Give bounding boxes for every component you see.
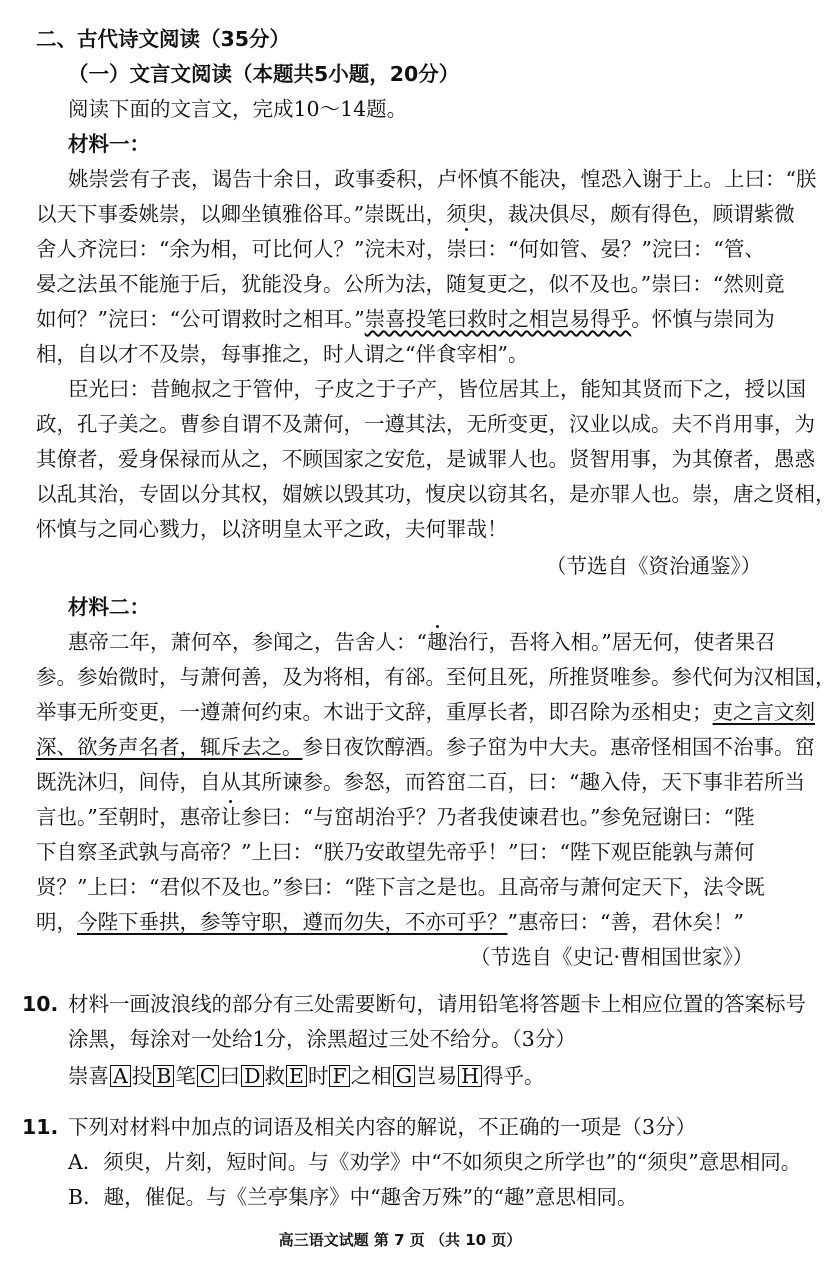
- option-text: 岂易: [416, 1064, 458, 1088]
- m1-line: 舍人齐浣曰：“余为相，可比何人？”浣未对，崇曰：“何如管、晏？”浣曰：“管、: [36, 237, 765, 261]
- text-run: 明，: [36, 910, 77, 934]
- m2-line: 下自察圣武孰与高帝？”上曰：“朕乃安敢望先帝乎！”曰：“陛下观臣能孰与萧何: [36, 840, 755, 864]
- material1-source: （节选自《资治通鉴》）: [546, 554, 762, 578]
- answer-box-c[interactable]: C: [197, 1065, 219, 1087]
- answer-box-e[interactable]: E: [286, 1065, 307, 1087]
- m1-line: 相，自以才不及崇，每事推之，时人谓之“伴食宰相”。: [36, 342, 529, 366]
- dotted-word-rang: 让: [220, 805, 242, 829]
- q11-number: 11.: [22, 1115, 59, 1139]
- text-run: 参日夜饮醇酒。参子窋为中大夫。惠帝怪相国不治事。窋: [302, 735, 815, 759]
- text-run: 参曰：“与窋胡治乎？乃者我使谏君也。”参免冠谢曰：“陛: [241, 805, 755, 829]
- option-text: 之相: [350, 1064, 392, 1088]
- text-run: ，裁决俱尽，颇有得色，顾谓紫微: [487, 202, 795, 226]
- m2-line: [36, 804, 754, 830]
- page-footer: 高三语文试题 第 7 页 （共 10 页）: [278, 1231, 522, 1249]
- text-run: ”惠帝曰：“善，君休矣！”: [507, 910, 744, 934]
- option-text: 投: [131, 1064, 153, 1088]
- material1-heading: 材料一：: [68, 132, 150, 156]
- option-text: 救: [264, 1064, 286, 1088]
- q11-stem: 下列对材料中加点的词语及相关内容的解说，不正确的一项是（3分）: [68, 1115, 697, 1139]
- m2-line: [36, 734, 815, 760]
- subsection-title: （一）文言文阅读（本题共5小题，20分）: [68, 62, 460, 86]
- text-run: 言也。”至朝时，惠帝: [36, 805, 221, 829]
- m1-line: 晏之法虽不能施于后，犹能没身。公所为法，随复更之，似不及也。”崇曰：“然则竟: [36, 272, 785, 296]
- option-text: 得乎。: [483, 1064, 545, 1088]
- text-run: 举事无所变更，一遵萧何约束。木诎于文辞，重厚长者，即召除为丞相史；: [36, 700, 713, 724]
- wavy-underlined-sentence: 崇喜投笔曰救时之相岂易得乎: [364, 307, 632, 331]
- text-run: 治行，吾将入相。”居无何，使者果召: [447, 630, 776, 654]
- m1-line: 政，孔子美之。曹参自谓不及萧何，一遵其法，无所变更，汉业以成。夫不肖用事，为: [36, 412, 815, 436]
- q10-options: [68, 1063, 545, 1089]
- material2-source: （节选自《史记·曹相国世家》）: [470, 945, 754, 969]
- answer-box-d[interactable]: D: [241, 1065, 263, 1087]
- answer-box-b[interactable]: B: [153, 1065, 174, 1087]
- answer-box-a[interactable]: A: [110, 1065, 131, 1087]
- m2-line: [68, 629, 776, 655]
- m2-line: 既洗沐归，间侍，自从其所谏参。参怒，而笞窋二百，曰：“趣入侍，天下事非若所当: [36, 770, 805, 794]
- option-text: 笔: [175, 1064, 196, 1088]
- text-run: 以天下事委姚崇，以卿坐镇雅俗耳。”崇既出，: [36, 202, 447, 226]
- underlined-sentence: 今陛下垂拱，参等守职，遵而勿失，不亦可乎？: [77, 910, 508, 934]
- m1-line: 怀慎与之同心戮力，以济明皇太平之政，夫何罪哉！: [36, 517, 508, 541]
- option-text: 曰: [219, 1064, 241, 1088]
- instruction: 阅读下面的文言文，完成10～14题。: [68, 97, 408, 121]
- underlined-sentence: 吏之言文刻: [712, 700, 815, 724]
- text-run: 。怀慎与崇同为: [631, 307, 775, 331]
- q10-stem: 材料一画波浪线的部分有三处需要断句，请用铅笔将答题卡上相应位置的答案标号: [68, 992, 806, 1016]
- m1-line: 以乱其治，专固以分其权，媢嫉以毁其功，愎戾以窃其名，是亦罪人也。崇，唐之贤相，: [36, 482, 836, 506]
- q10-stem: 涂黑，每涂对一处给1分，涂黑超过三处不给分。（3分）: [68, 1027, 576, 1051]
- answer-box-g[interactable]: G: [393, 1065, 415, 1087]
- q11-option-b: B．趣，催促。与《兰亭集序》中“趣舍万殊”的“趣”意思相同。: [68, 1185, 638, 1209]
- m1-line: [36, 201, 795, 227]
- material2-heading: 材料二：: [68, 595, 150, 619]
- m2-line: 参。参始微时，与萧何善，及为将相，有郤。至何且死，所推贤唯参。参代何为汉相国，: [36, 665, 836, 689]
- m2-line: [36, 699, 815, 725]
- q11-option-a: A．须臾，片刻，短时间。与《劝学》中“不如须臾之所学也”的“须臾”意思相同。: [68, 1150, 802, 1174]
- m2-line: 贤？”上曰：“君似不及也。”参曰：“陛下言之是也。且高帝与萧何定天下，法令既: [36, 875, 765, 899]
- m1-line: [36, 306, 775, 332]
- m2-line: [36, 909, 744, 935]
- q10-number: 10.: [22, 992, 59, 1016]
- text-run: 如何？”浣曰：“公可谓救时之相耳。”: [36, 307, 365, 331]
- section-title: 二、古代诗文阅读（35分）: [36, 27, 291, 51]
- dotted-word-xuyu: 须臾: [446, 202, 488, 226]
- text-run: 惠帝二年，萧何卒，参闻之，告舍人：“: [68, 630, 427, 654]
- answer-box-f[interactable]: F: [329, 1065, 349, 1087]
- answer-box-h[interactable]: H: [458, 1065, 482, 1087]
- m1-line: 姚崇尝有子丧，谒告十余日，政事委积，卢怀慎不能决，惶恐入谢于上。上曰：“朕: [68, 167, 817, 191]
- m1-line: 其僚者，爱身保禄而从之，不顾国家之安危，是诚罪人也。贤智用事，为其僚者，愚惑: [36, 447, 815, 471]
- underlined-sentence: 深、欲务声名者，辄斥去之。: [36, 735, 303, 759]
- option-text: 崇喜: [68, 1064, 109, 1088]
- option-text: 时: [307, 1064, 329, 1088]
- dotted-word-qu: 趣: [426, 630, 448, 654]
- m1-line: 臣光曰：昔鲍叔之于管仲，子皮之于子产，皆位居其上，能知其贤而下之，授以国: [68, 377, 806, 401]
